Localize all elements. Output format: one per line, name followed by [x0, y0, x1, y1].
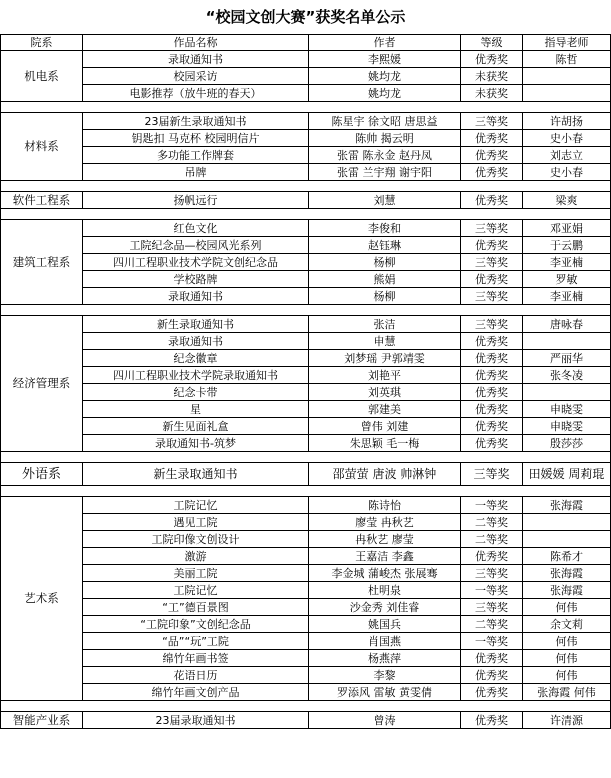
- dept-cell: 外语系: [1, 463, 83, 486]
- author-cell: 冉秋艺 廖莹: [309, 531, 461, 548]
- author-cell: 李金城 蒲峻杰 张展骞: [309, 565, 461, 582]
- award-level-cell: 优秀奖: [461, 147, 523, 164]
- advisor-cell: 邓亚娟: [523, 220, 611, 237]
- work-name-cell: 绵竹年画书签: [83, 650, 309, 667]
- table-row: [1, 497, 611, 514]
- author-cell: 罗添风 雷敏 黄雯倩: [309, 684, 461, 701]
- work-name-cell: 红色文化: [83, 220, 309, 237]
- author-cell: 陈诗怡: [309, 497, 461, 514]
- advisor-cell: 梁爽: [523, 192, 611, 209]
- table-row: [1, 401, 611, 418]
- table-row: [1, 435, 611, 452]
- table-row: [1, 418, 611, 435]
- table-row: [1, 147, 611, 164]
- table-row: [1, 85, 611, 102]
- author-cell: 王嘉洁 李鑫: [309, 548, 461, 565]
- author-cell: 肖国燕: [309, 633, 461, 650]
- work-name-cell: 激游: [83, 548, 309, 565]
- table-row: [1, 237, 611, 254]
- author-cell: 赵钰琳: [309, 237, 461, 254]
- award-level-cell: 优秀奖: [461, 271, 523, 288]
- award-level-cell: 三等奖: [461, 599, 523, 616]
- advisor-cell: [523, 85, 611, 102]
- dept-cell: 机电系: [1, 51, 83, 102]
- dept-cell: 经济管理系: [1, 316, 83, 452]
- spacer-cell: [1, 181, 611, 192]
- table-row: [1, 271, 611, 288]
- header-row: [1, 35, 611, 51]
- table-row: [1, 548, 611, 565]
- award-level-cell: 三等奖: [461, 565, 523, 582]
- advisor-cell: 殷莎莎: [523, 435, 611, 452]
- table-row: [1, 192, 611, 209]
- work-name-cell: 工院记忆: [83, 582, 309, 599]
- award-level-cell: 优秀奖: [461, 384, 523, 401]
- award-level-cell: 三等奖: [461, 463, 523, 486]
- table-row: [1, 367, 611, 384]
- award-level-cell: 二等奖: [461, 616, 523, 633]
- spacer-cell: [1, 701, 611, 712]
- dept-cell: 艺术系: [1, 497, 83, 701]
- advisor-cell: 刘志立: [523, 147, 611, 164]
- work-name-cell: 工院纪念品—校园风光系列: [83, 237, 309, 254]
- advisor-cell: 申晓雯: [523, 401, 611, 418]
- advisor-cell: [523, 531, 611, 548]
- award-table: [0, 34, 611, 729]
- advisor-cell: 张海霞: [523, 565, 611, 582]
- spacer-row: [1, 486, 611, 497]
- advisor-cell: 余文莉: [523, 616, 611, 633]
- table-row: [1, 350, 611, 367]
- work-name-cell: 录取通知书: [83, 288, 309, 305]
- table-row: [1, 531, 611, 548]
- award-level-cell: 未获奖: [461, 68, 523, 85]
- author-cell: 邵萤萤 唐波 帅淋钟: [309, 463, 461, 486]
- header-award-level: 等级: [461, 35, 523, 51]
- advisor-cell: 李亚楠: [523, 288, 611, 305]
- advisor-cell: 陈哲: [523, 51, 611, 68]
- table-row: [1, 220, 611, 237]
- advisor-cell: 许清源: [523, 712, 611, 729]
- award-level-cell: 二等奖: [461, 514, 523, 531]
- author-cell: 申慧: [309, 333, 461, 350]
- author-cell: 杨柳: [309, 288, 461, 305]
- advisor-cell: 张海霞: [523, 582, 611, 599]
- award-level-cell: 三等奖: [461, 220, 523, 237]
- award-level-cell: 优秀奖: [461, 401, 523, 418]
- advisor-cell: 严丽华: [523, 350, 611, 367]
- spacer-row: [1, 181, 611, 192]
- award-level-cell: 优秀奖: [461, 333, 523, 350]
- work-name-cell: 扬帆远行: [83, 192, 309, 209]
- author-cell: 张雷 兰宇翔 谢宇阳: [309, 164, 461, 181]
- advisor-cell: 唐咏春: [523, 316, 611, 333]
- author-cell: 李黎: [309, 667, 461, 684]
- advisor-cell: [523, 514, 611, 531]
- table-row: [1, 113, 611, 130]
- author-cell: 姚国兵: [309, 616, 461, 633]
- dept-cell: 智能产业系: [1, 712, 83, 729]
- author-cell: 刘梦瑶 尹郭靖雯: [309, 350, 461, 367]
- table-row: [1, 514, 611, 531]
- advisor-cell: 何伟: [523, 650, 611, 667]
- award-level-cell: 优秀奖: [461, 435, 523, 452]
- table-row: [1, 616, 611, 633]
- author-cell: 熊娟: [309, 271, 461, 288]
- spacer-row: [1, 305, 611, 316]
- spacer-row: [1, 209, 611, 220]
- table-row: [1, 582, 611, 599]
- work-name-cell: 四川工程职业技术学院录取通知书: [83, 367, 309, 384]
- work-name-cell: 钥匙扣 马克杯 校园明信片: [83, 130, 309, 147]
- advisor-cell: 申晓雯: [523, 418, 611, 435]
- table-row: [1, 565, 611, 582]
- table-row: [1, 51, 611, 68]
- award-level-cell: 三等奖: [461, 288, 523, 305]
- award-level-cell: 优秀奖: [461, 667, 523, 684]
- author-cell: 张雷 陈永金 赵丹凤: [309, 147, 461, 164]
- table-row: [1, 463, 611, 486]
- award-level-cell: 优秀奖: [461, 367, 523, 384]
- table-row: [1, 130, 611, 147]
- advisor-cell: 于云鹏: [523, 237, 611, 254]
- advisor-cell: 史小春: [523, 164, 611, 181]
- author-cell: 陈帅 揭云明: [309, 130, 461, 147]
- advisor-cell: 张冬凌: [523, 367, 611, 384]
- dept-cell: 材料系: [1, 113, 83, 181]
- spacer-row: [1, 452, 611, 463]
- author-cell: 郭建美: [309, 401, 461, 418]
- award-level-cell: 优秀奖: [461, 164, 523, 181]
- advisor-cell: 史小春: [523, 130, 611, 147]
- spacer-cell: [1, 102, 611, 113]
- work-name-cell: 录取通知书: [83, 333, 309, 350]
- author-cell: 朱思颖 毛一梅: [309, 435, 461, 452]
- award-level-cell: 一等奖: [461, 582, 523, 599]
- work-name-cell: 多功能工作牌套: [83, 147, 309, 164]
- table-row: [1, 164, 611, 181]
- table-row: [1, 712, 611, 729]
- document-title: “校园文创大赛”获奖名单公示: [205, 8, 406, 26]
- header-dept: 院系: [1, 35, 83, 51]
- award-level-cell: 优秀奖: [461, 192, 523, 209]
- author-cell: 杨燕萍: [309, 650, 461, 667]
- work-name-cell: “品”“玩”工院: [83, 633, 309, 650]
- author-cell: 曾伟 刘建: [309, 418, 461, 435]
- work-name-cell: “工院印象”文创纪念品: [83, 616, 309, 633]
- author-cell: 姚均龙: [309, 68, 461, 85]
- award-level-cell: 一等奖: [461, 497, 523, 514]
- advisor-cell: [523, 384, 611, 401]
- advisor-cell: [523, 68, 611, 85]
- award-level-cell: 三等奖: [461, 113, 523, 130]
- header-author: 作者: [309, 35, 461, 51]
- work-name-cell: 电影推荐（放牛班的春天）: [83, 85, 309, 102]
- spacer-row: [1, 701, 611, 712]
- work-name-cell: 工院印像文创设计: [83, 531, 309, 548]
- author-cell: 杨柳: [309, 254, 461, 271]
- work-name-cell: 23届录取通知书: [83, 712, 309, 729]
- author-cell: 刘艳平: [309, 367, 461, 384]
- spacer-cell: [1, 209, 611, 220]
- spacer-row: [1, 102, 611, 113]
- award-level-cell: 优秀奖: [461, 237, 523, 254]
- table-row: [1, 288, 611, 305]
- work-name-cell: 纪念卡带: [83, 384, 309, 401]
- work-name-cell: “工”德百景图: [83, 599, 309, 616]
- award-level-cell: 优秀奖: [461, 51, 523, 68]
- work-name-cell: 遇见工院: [83, 514, 309, 531]
- table-row: [1, 68, 611, 85]
- award-table-body: [1, 35, 611, 729]
- award-level-cell: 三等奖: [461, 316, 523, 333]
- work-name-cell: 23届新生录取通知书: [83, 113, 309, 130]
- advisor-cell: 张海霞: [523, 497, 611, 514]
- author-cell: 廖莹 冉秋艺: [309, 514, 461, 531]
- award-level-cell: 优秀奖: [461, 712, 523, 729]
- author-cell: 沙金秀 刘佳睿: [309, 599, 461, 616]
- dept-cell: 软件工程系: [1, 192, 83, 209]
- author-cell: 杜明泉: [309, 582, 461, 599]
- advisor-cell: 何伟: [523, 633, 611, 650]
- author-cell: 李熙媛: [309, 51, 461, 68]
- work-name-cell: 纪念徽章: [83, 350, 309, 367]
- header-work-name: 作品名称: [83, 35, 309, 51]
- author-cell: 陈星宇 徐文昭 唐思益: [309, 113, 461, 130]
- award-level-cell: 二等奖: [461, 531, 523, 548]
- table-row: [1, 316, 611, 333]
- advisor-cell: 罗敏: [523, 271, 611, 288]
- award-level-cell: 一等奖: [461, 633, 523, 650]
- work-name-cell: 四川工程职业技术学院文创纪念品: [83, 254, 309, 271]
- advisor-cell: 张海霞 何伟: [523, 684, 611, 701]
- advisor-cell: 许胡扬: [523, 113, 611, 130]
- work-name-cell: 新生录取通知书: [83, 316, 309, 333]
- award-level-cell: 优秀奖: [461, 350, 523, 367]
- award-level-cell: 优秀奖: [461, 684, 523, 701]
- advisor-cell: 何伟: [523, 599, 611, 616]
- table-row: [1, 384, 611, 401]
- work-name-cell: 新生见面礼盒: [83, 418, 309, 435]
- advisor-cell: 田媛媛 周莉琨: [523, 463, 611, 486]
- author-cell: 姚均龙: [309, 85, 461, 102]
- work-name-cell: 录取通知书: [83, 51, 309, 68]
- spacer-cell: [1, 452, 611, 463]
- award-level-cell: 未获奖: [461, 85, 523, 102]
- advisor-cell: [523, 333, 611, 350]
- work-name-cell: 星: [83, 401, 309, 418]
- table-row: [1, 599, 611, 616]
- author-cell: 李俊和: [309, 220, 461, 237]
- advisor-cell: 陈希才: [523, 548, 611, 565]
- work-name-cell: 校园采访: [83, 68, 309, 85]
- dept-cell: 建筑工程系: [1, 220, 83, 305]
- author-cell: 张洁: [309, 316, 461, 333]
- award-level-cell: 优秀奖: [461, 130, 523, 147]
- table-row: [1, 333, 611, 350]
- table-row: [1, 667, 611, 684]
- spacer-cell: [1, 305, 611, 316]
- award-level-cell: 优秀奖: [461, 418, 523, 435]
- work-name-cell: 学校路牌: [83, 271, 309, 288]
- author-cell: 曾涛: [309, 712, 461, 729]
- work-name-cell: 录取通知书-筑梦: [83, 435, 309, 452]
- table-row: [1, 633, 611, 650]
- work-name-cell: 工院记忆: [83, 497, 309, 514]
- award-level-cell: 三等奖: [461, 254, 523, 271]
- work-name-cell: 新生录取通知书: [83, 463, 309, 486]
- work-name-cell: 美丽工院: [83, 565, 309, 582]
- table-row: [1, 254, 611, 271]
- advisor-cell: 李亚楠: [523, 254, 611, 271]
- table-row: [1, 684, 611, 701]
- award-level-cell: 优秀奖: [461, 548, 523, 565]
- author-cell: 刘慧: [309, 192, 461, 209]
- award-level-cell: 优秀奖: [461, 650, 523, 667]
- work-name-cell: 绵竹年画文创产品: [83, 684, 309, 701]
- table-row: [1, 650, 611, 667]
- work-name-cell: 花语日历: [83, 667, 309, 684]
- work-name-cell: 吊牌: [83, 164, 309, 181]
- spacer-cell: [1, 486, 611, 497]
- header-advisor: 指导老师: [523, 35, 611, 51]
- advisor-cell: 何伟: [523, 667, 611, 684]
- author-cell: 刘英琪: [309, 384, 461, 401]
